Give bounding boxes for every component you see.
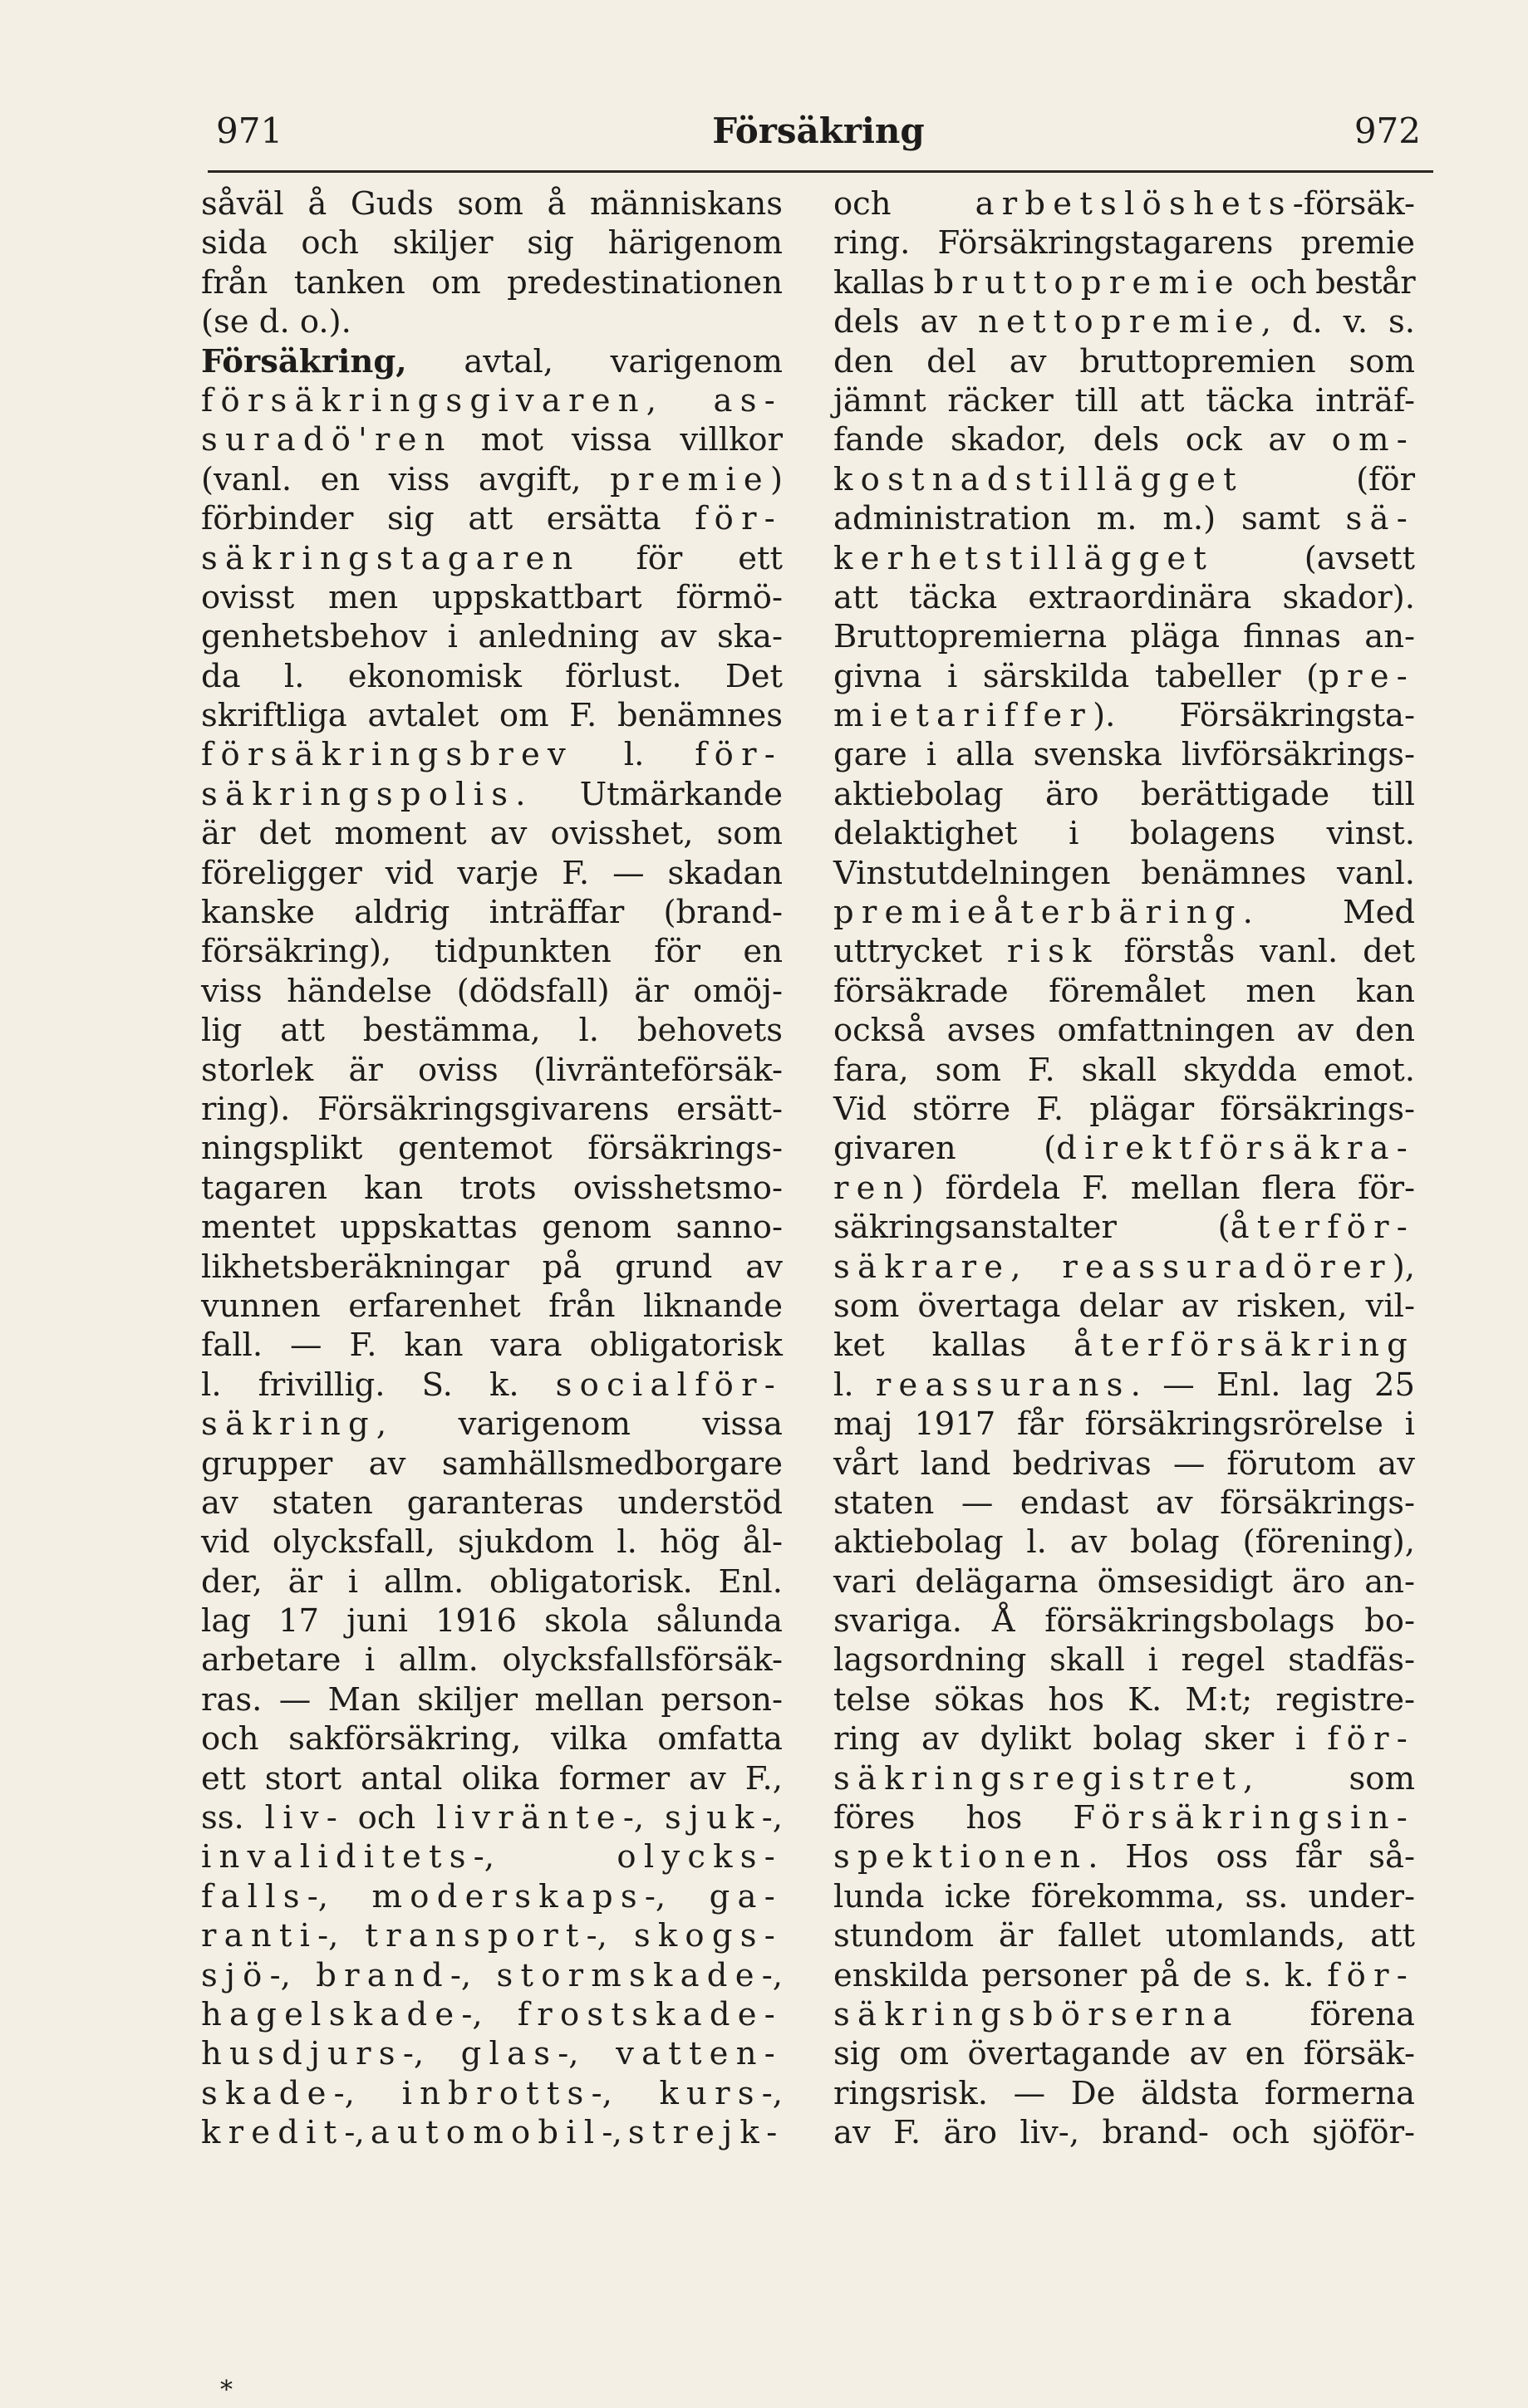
spaced-term: försäkringsbrev (201, 736, 573, 774)
text-run: skriftliga avtalet om F. benämnes (201, 697, 783, 735)
text-run: storlek är oviss (livränteförsäk- (201, 1051, 783, 1089)
text-line (201, 972, 783, 1011)
text-line (833, 1169, 1415, 1208)
text-run: l. (572, 736, 695, 774)
text-line (201, 1326, 783, 1365)
text-run: ring. Försäkringstagarens premie (833, 224, 1415, 262)
text-run: lig att bestämma, l. behovets (201, 1012, 783, 1050)
text-run: sida och skiljer sig härigenom (201, 224, 783, 262)
text-run: gare i alla svenska livförsäkrings- (833, 736, 1415, 774)
text-line (833, 1287, 1415, 1326)
text-line (201, 1719, 783, 1758)
spaced-term: för- (695, 736, 783, 774)
text-run: uttrycket (833, 933, 1007, 971)
text-line (201, 2074, 783, 2113)
spaced-term: kostnadstillägget (833, 460, 1244, 498)
text-run: kallas (833, 263, 934, 302)
text-run: är det moment av ovisshet, som (201, 815, 783, 853)
text-run: (vanl. en viss avgift, (201, 460, 611, 498)
spaced-term: säkrare (833, 1248, 1011, 1286)
spaced-term: liv (264, 1799, 327, 1837)
spaced-term: för- (1327, 1956, 1415, 1994)
text-line (833, 1484, 1415, 1523)
text-run: -, (402, 2035, 461, 2073)
text-line (833, 735, 1415, 774)
text-line (201, 775, 783, 814)
text-line (201, 578, 783, 617)
spaced-term: skogs- (633, 1917, 783, 1955)
spaced-term: bruttopremie (933, 263, 1241, 302)
text-run: (för (1243, 460, 1415, 498)
text-run: vunnen erfarenhet från liknande (201, 1287, 783, 1325)
text-run: av staten garanteras understöd (201, 1484, 783, 1522)
text-line (201, 263, 783, 302)
text-run: för ett (580, 539, 783, 577)
text-run: fande skador, dels ock av (833, 421, 1332, 459)
spaced-term: reassuradörer (1062, 1248, 1393, 1286)
text-line (833, 854, 1415, 893)
spaced-term: sä- (1345, 500, 1415, 538)
text-run: , (1010, 1248, 1063, 1286)
text-line (201, 1287, 783, 1326)
text-run: ovisst men uppskattbart förmö- (201, 578, 783, 616)
text-line (833, 1798, 1415, 1837)
text-line (201, 1011, 783, 1050)
text-run: tagaren kan trots ovisshetsmo- (201, 1169, 783, 1207)
text-run: lagsordning skall i regel stadfäs- (833, 1641, 1415, 1680)
spaced-term: reassurans (875, 1366, 1131, 1404)
text-line (201, 1090, 783, 1129)
text-run: l. frivillig. S. k. (201, 1366, 556, 1404)
text-run: l. (833, 1366, 876, 1404)
spaced-term: nettopremie (978, 303, 1261, 341)
text-run: givna i särskilda tabeller ( (833, 657, 1319, 695)
text-line (201, 1405, 783, 1444)
text-run: fara, som F. skall skydda emot. (833, 1051, 1415, 1089)
text-run: aktiebolag äro berättigade till (833, 775, 1415, 813)
text-run: maj 1917 får försäkringsrörelse i (833, 1405, 1415, 1444)
text-line (201, 1129, 783, 1168)
text-line (833, 263, 1415, 302)
spaced-term: kurs (659, 2074, 762, 2112)
text-column-left (201, 184, 783, 2153)
text-run: säkringsanstalter ( (833, 1209, 1231, 1247)
spaced-term: falls (201, 1877, 307, 1915)
text-run: -, (644, 1877, 710, 1915)
text-line (833, 1011, 1415, 1050)
text-run: -, (558, 2035, 617, 2073)
spaced-term: säkringspolis (201, 775, 516, 813)
text-line (833, 539, 1415, 578)
text-run: och består (1241, 263, 1415, 302)
spaced-term: olycks- (617, 1838, 783, 1876)
spaced-term: återförsäkring (1073, 1327, 1415, 1365)
text-run: der, är i allm. obligatorisk. Enl. (201, 1562, 783, 1601)
text-line (833, 1051, 1415, 1090)
spaced-term: brand (316, 1956, 450, 1994)
text-run: lunda icke förekomma, ss. under- (833, 1877, 1415, 1915)
running-head (216, 98, 1421, 164)
text-line (201, 499, 783, 538)
text-line (833, 1523, 1415, 1562)
text-run: ket kallas (833, 1327, 1074, 1365)
spaced-term: kerhetstillägget (833, 539, 1215, 577)
text-column-right (833, 184, 1415, 2153)
text-line (201, 893, 783, 932)
text-run: givaren ( (833, 1130, 1057, 1168)
text-run: mot vissa villkor (452, 421, 783, 459)
text-run: dels av (833, 303, 978, 341)
spaced-term: livränte (436, 1799, 623, 1837)
text-run: vid olycksfall, sjukdom l. hög ål- (201, 1523, 783, 1562)
text-line (833, 1129, 1415, 1168)
text-line (833, 1719, 1415, 1758)
spaced-term: för- (695, 500, 783, 538)
text-run: ningsplikt gentemot försäkrings- (201, 1130, 783, 1168)
text-run: -, (344, 2114, 371, 2152)
text-line (201, 460, 783, 499)
text-run: stundom är fallet utomlands, att (833, 1917, 1415, 1955)
spaced-term: moderskaps (371, 1877, 645, 1915)
spaced-term: inbrotts (401, 2074, 592, 2112)
text-line (833, 420, 1415, 459)
spaced-term: sjö (201, 1956, 270, 1994)
text-line (833, 972, 1415, 1011)
text-line (201, 539, 783, 578)
text-run: fall. — F. kan vara obligatorisk (201, 1327, 783, 1365)
text-run: enskilda personer på de s. k. (833, 1956, 1328, 1994)
text-run: . Utmärkande (515, 775, 783, 813)
text-line (833, 2074, 1415, 2113)
footer-mark: * (220, 2376, 233, 2405)
spaced-term: glas (460, 2035, 558, 2073)
text-run: delaktighet i bolagens vinst. (833, 815, 1415, 853)
spaced-term: automobil (370, 2114, 602, 2152)
spaced-term: suradö'ren (201, 421, 453, 459)
text-run: ras. — Man skiljer mellan person- (201, 1680, 783, 1719)
text-line (833, 1208, 1415, 1247)
spaced-term: säkring (201, 1405, 376, 1444)
spaced-term: frostskade- (517, 1995, 783, 2033)
text-run: , d. v. s. (1260, 303, 1415, 341)
text-line (201, 814, 783, 853)
spaced-term: mietariffer (833, 697, 1093, 735)
text-run: -, (591, 2074, 660, 2112)
text-line (201, 184, 783, 223)
spaced-term: för- (1327, 1720, 1415, 1758)
text-run: vårt land bedrivas — förutom av (833, 1444, 1415, 1483)
text-run: ) fördela F. mellan flera för- (911, 1169, 1415, 1207)
text-line (201, 696, 783, 735)
text-run: föreligger vid varje F. — skadan (201, 854, 783, 892)
text-run: vari delägarna ömsesidigt äro an- (833, 1562, 1415, 1601)
text-run: lag 17 juni 1916 skola sålunda (201, 1602, 783, 1640)
text-run: -, (622, 1799, 665, 1837)
text-line (201, 617, 783, 656)
spaced-term: as- (713, 381, 783, 419)
text-run: -, (761, 1956, 783, 1994)
spaced-term: skade (201, 2074, 334, 2112)
spaced-term: husdjurs (201, 2035, 403, 2073)
text-run: också avses omfattningen av den (833, 1012, 1415, 1050)
text-line (201, 657, 783, 696)
text-run: förbinder sig att ersätta (201, 500, 695, 538)
text-run: -, (461, 1995, 518, 2033)
text-line (833, 775, 1415, 814)
text-run: ringsrisk. — De äldsta formerna (833, 2074, 1415, 2112)
text-line (833, 381, 1415, 420)
text-line (201, 1051, 783, 1090)
text-line (201, 420, 783, 459)
text-run: föres hos (833, 1799, 1074, 1837)
text-line (833, 499, 1415, 538)
text-run: telse sökas hos K. M:t; registre- (833, 1680, 1415, 1719)
text-line (201, 1640, 783, 1680)
text-run: ) (769, 460, 783, 498)
spaced-term: invaliditets (201, 1838, 474, 1876)
text-run: sig om övertagande av en försäk- (833, 2035, 1415, 2073)
text-run: jämnt räcker till att täcka inträf- (833, 381, 1415, 419)
text-line (201, 1484, 783, 1523)
text-run: arbetare i allm. olycksfallsförsäk- (201, 1641, 783, 1680)
text-line (201, 302, 783, 341)
spaced-term: premie (610, 460, 770, 498)
text-run: ring). Försäkringsgivarens ersätt- (201, 1090, 783, 1128)
text-run: att täcka extraordinära skador). (833, 578, 1415, 616)
text-run: -, (450, 1956, 497, 1994)
spaced-term: spektionen (833, 1838, 1088, 1876)
text-line (201, 1916, 783, 1955)
text-run: såväl å Guds som å människans (201, 185, 783, 223)
page-number-left: 971 (216, 110, 283, 151)
text-run: -, (307, 1877, 372, 1915)
text-run: ), (1392, 1248, 1415, 1286)
text-run: -, (761, 2074, 783, 2112)
text-line (833, 617, 1415, 656)
text-run: mentet uppskattas genom sanno- (201, 1209, 783, 1247)
page-number-right: 972 (1354, 110, 1421, 151)
spaced-term: strejk- (627, 2114, 785, 2152)
spaced-term: transport (365, 1917, 587, 1955)
text-line (201, 1956, 783, 1995)
spaced-term: försäkringsgivaren (201, 381, 646, 419)
text-run: -, (586, 1917, 634, 1955)
text-run: -, (333, 2074, 402, 2112)
text-run: genhetsbehov i anledning av ska- (201, 618, 783, 656)
text-run: ett stort antal olika former av F., (201, 1759, 783, 1797)
header-rule (208, 170, 1433, 173)
spaced-term: pre- (1319, 657, 1415, 695)
text-run: försäkring), tidpunkten för en (201, 933, 783, 971)
text-line (201, 342, 783, 381)
text-run: försäkrade föremålet men kan (833, 972, 1415, 1010)
text-run: , som (1243, 1759, 1415, 1797)
text-run: från tanken om predestinationen (201, 263, 783, 302)
text-run: - och (326, 1799, 437, 1837)
text-line (201, 735, 783, 774)
text-line (833, 1326, 1415, 1365)
text-line (833, 1366, 1415, 1405)
text-line (833, 932, 1415, 971)
text-line (201, 1798, 783, 1837)
text-run: , varigenom vissa (376, 1405, 783, 1444)
text-line (201, 1877, 783, 1916)
text-line (833, 1916, 1415, 1955)
text-run: . — Enl. lag 25 (1130, 1366, 1415, 1404)
spaced-term: vatten- (616, 2035, 783, 2073)
text-line (201, 1562, 783, 1601)
text-line (833, 223, 1415, 262)
spaced-term: risk (1006, 933, 1099, 971)
text-line (833, 2034, 1415, 2073)
text-line (833, 2113, 1415, 2152)
text-run: kanske aldrig inträffar (brand- (201, 894, 783, 932)
text-line (201, 1366, 783, 1405)
text-run: . Med (1242, 894, 1415, 932)
text-line (833, 1405, 1415, 1444)
text-run: -försäk- (1292, 185, 1415, 223)
text-line (833, 1877, 1415, 1916)
entry-headword: Försäkring, (201, 342, 407, 380)
text-run: -, (317, 1917, 366, 1955)
text-run: Vinstutdelningen benämnes vanl. (833, 854, 1415, 892)
text-run: svariga. Å försäkringsbolags bo- (833, 1602, 1415, 1640)
text-line (201, 1680, 783, 1719)
text-line (201, 381, 783, 420)
text-run: som övertaga delar av risken, vil- (833, 1287, 1415, 1325)
spaced-term: direktförsäkra- (1056, 1130, 1415, 1168)
spaced-term: ga- (709, 1877, 783, 1915)
text-line (833, 1759, 1415, 1798)
text-run: , (646, 381, 714, 419)
text-run: ss. (201, 1799, 265, 1837)
text-run: -, (602, 2114, 628, 2152)
spaced-term: sjuk (664, 1799, 762, 1837)
text-run: . Hos oss får så- (1088, 1838, 1415, 1876)
text-line (201, 1837, 783, 1876)
spaced-term: säkringsbörserna (833, 1995, 1240, 2033)
text-run: -, (761, 1799, 783, 1837)
text-run: och sakförsäkring, vilka omfatta (201, 1720, 783, 1758)
text-line (833, 814, 1415, 853)
spaced-term: arbetslöshets (975, 185, 1293, 223)
text-line (833, 1090, 1415, 1129)
text-line (201, 1995, 783, 2034)
text-line (201, 1601, 783, 1640)
text-line (833, 1680, 1415, 1719)
spaced-term: återför- (1230, 1209, 1415, 1247)
text-run: grupper av samhällsmedborgare (201, 1444, 783, 1483)
text-run: Bruttopremierna pläga finnas an- (833, 618, 1415, 656)
text-line (201, 1208, 783, 1247)
text-run: staten — endast av försäkrings- (833, 1484, 1415, 1522)
text-run: förstås vanl. det (1098, 933, 1415, 971)
text-line (833, 1248, 1415, 1287)
text-run: förena (1239, 1995, 1415, 2033)
text-run: viss händelse (dödsfall) är omöj- (201, 972, 783, 1010)
spaced-term: socialför- (555, 1366, 783, 1404)
text-line (833, 696, 1415, 735)
text-line (201, 854, 783, 893)
text-line (833, 657, 1415, 696)
text-line (201, 2113, 783, 2152)
text-line (833, 1956, 1415, 1995)
text-line (201, 1169, 783, 1208)
text-line (833, 460, 1415, 499)
text-line (201, 932, 783, 971)
text-line (201, 1248, 783, 1287)
text-run: da l. ekonomisk förlust. Det (201, 657, 783, 695)
text-run: likhetsberäkningar på grund av (201, 1248, 783, 1286)
text-run: Vid större F. plägar försäkrings- (833, 1090, 1415, 1128)
text-line (833, 1444, 1415, 1484)
text-line (833, 1995, 1415, 2034)
text-run: av F. äro liv-, brand- och sjöför- (833, 2114, 1415, 2152)
text-run: ). Försäkringsta- (1093, 697, 1415, 735)
text-line (833, 1562, 1415, 1601)
text-line (201, 2034, 783, 2073)
text-line (833, 893, 1415, 932)
text-line (833, 1837, 1415, 1876)
text-line (833, 302, 1415, 341)
text-line (833, 578, 1415, 617)
text-line (201, 1523, 783, 1562)
text-run: och (833, 185, 975, 223)
text-run: den del av bruttopremien som (833, 342, 1415, 380)
spaced-term: stormskade (496, 1956, 762, 1994)
text-line (833, 342, 1415, 381)
spaced-term: ren (833, 1169, 911, 1207)
text-line (201, 1444, 783, 1484)
page-title: Försäkring (712, 110, 925, 151)
spaced-term: Försäkringsin- (1073, 1799, 1415, 1837)
text-run: administration m. m.) samt (833, 500, 1346, 538)
spaced-term: premieåterbäring (833, 894, 1243, 932)
text-run: avtal, varigenom (406, 342, 783, 380)
text-line (833, 184, 1415, 223)
text-run: ring av dylikt bolag sker i (833, 1720, 1328, 1758)
spaced-term: säkringsregistret (833, 1759, 1244, 1797)
text-run: -, (269, 1956, 317, 1994)
spaced-term: kredit (201, 2114, 345, 2152)
text-run: (se d. o.). (201, 303, 351, 341)
spaced-term: hagelskade (201, 1995, 462, 2033)
spaced-term: om- (1331, 421, 1415, 459)
text-run: aktiebolag l. av bolag (förening), (833, 1523, 1415, 1562)
text-run: (avsett (1214, 539, 1415, 577)
spaced-term: ranti (201, 1917, 318, 1955)
text-line (833, 1640, 1415, 1680)
spaced-term: säkringstagaren (201, 539, 581, 577)
text-line (201, 1759, 783, 1798)
text-line (201, 223, 783, 262)
text-line (833, 1601, 1415, 1640)
text-run: -, (473, 1838, 617, 1876)
